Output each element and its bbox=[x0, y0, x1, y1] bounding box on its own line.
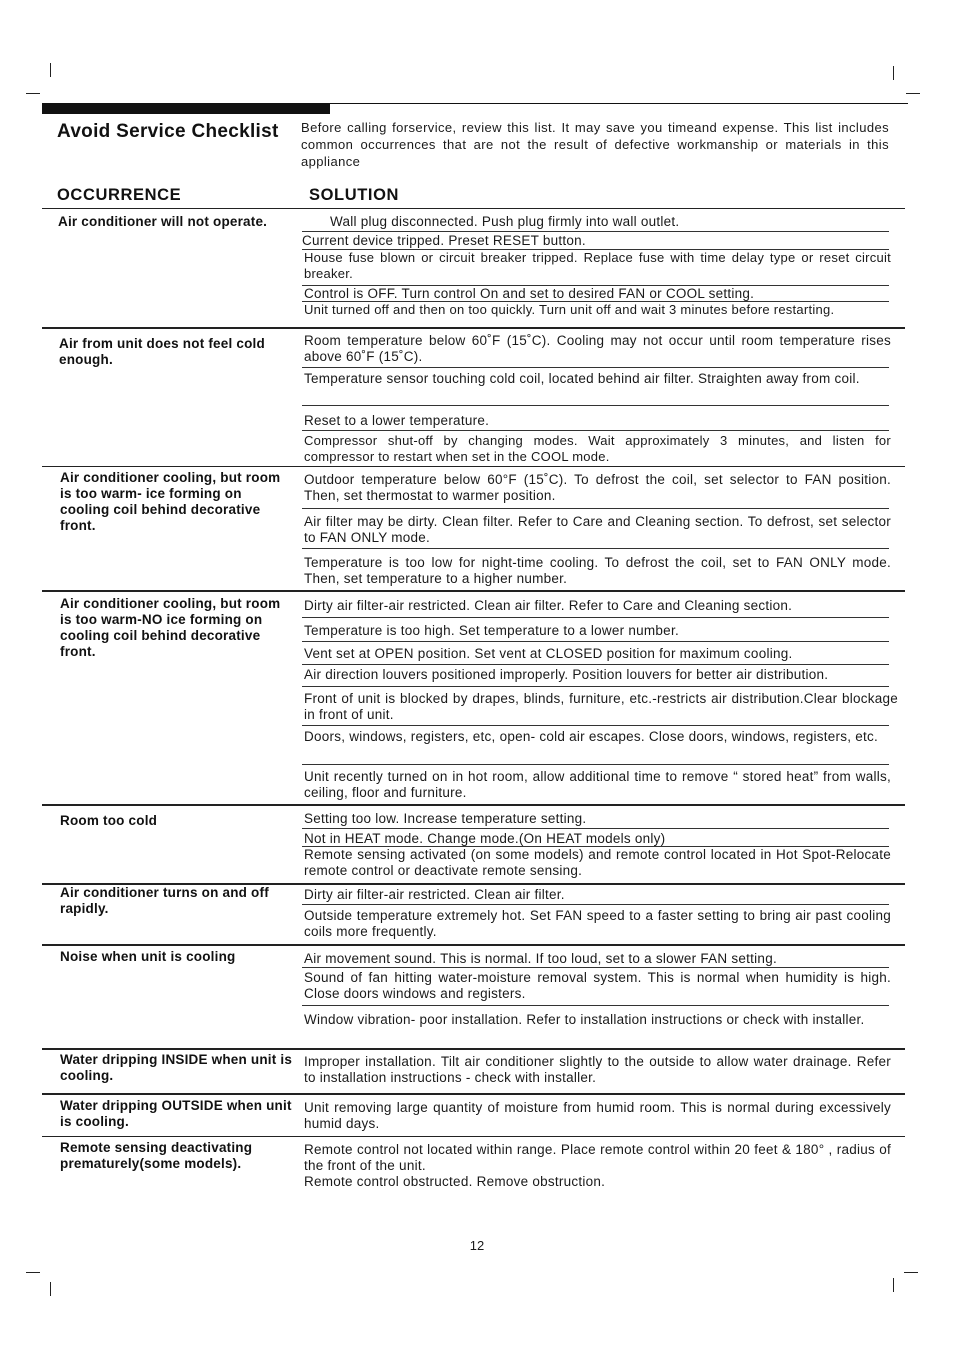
solution-item: Sound of fan hitting water-moisture removal system. This is normal when humidity is high. Close doors windows and registers. bbox=[304, 970, 891, 1001]
section-divider bbox=[42, 1136, 905, 1137]
crop-mark bbox=[50, 63, 51, 77]
solution-item: Dirty air filter-air restricted. Clean air filter. bbox=[304, 887, 565, 902]
solution-item: Reset to a lower temperature. bbox=[304, 413, 490, 428]
section-divider bbox=[42, 466, 905, 467]
crop-mark bbox=[904, 1272, 918, 1273]
solution-item: Not in HEAT mode. Change mode.(On HEAT models only) bbox=[304, 831, 666, 846]
solution-divider bbox=[302, 664, 889, 665]
page-title: Avoid Service Checklist bbox=[57, 121, 279, 142]
crop-mark bbox=[906, 93, 920, 94]
section-divider bbox=[42, 1093, 905, 1095]
solution-divider bbox=[302, 725, 889, 726]
solution-item: Unit removing large quantity of moisture from humid room. This is normal during excessively humid days. bbox=[304, 1100, 891, 1131]
occurrence-label: Water dripping INSIDE when unit is cooling. bbox=[60, 1052, 293, 1083]
crop-mark bbox=[893, 66, 894, 80]
occurrence-label: Air conditioner turns on and off rapidly. bbox=[60, 885, 269, 916]
header-divider bbox=[42, 208, 905, 209]
solution-item: Unit recently turned on in hot room, allow additional time to remove “ stored heat” from walls, ceiling, floor and furniture. bbox=[304, 769, 891, 800]
solution-item: Remote sensing activated (on some models) and remote control located in Hot Spot-Relocate remote control or deactivate remote sensing. bbox=[304, 847, 891, 878]
occurrence-label: Room too cold bbox=[60, 813, 158, 828]
header-bar bbox=[42, 103, 330, 114]
crop-mark bbox=[26, 1272, 40, 1273]
solution-divider bbox=[302, 367, 889, 368]
intro-text: Before calling forservice, review this list. It may save you timeand expense. This list includes common occurrences that are not the result of defective workmanship or materials in this appliance bbox=[301, 120, 889, 169]
crop-mark bbox=[26, 93, 40, 94]
solution-divider bbox=[302, 641, 889, 642]
occurrence-label: Remote sensing deactivating prematurely(some models). bbox=[60, 1140, 253, 1171]
solution-divider bbox=[302, 904, 889, 905]
solution-item: Air direction louvers positioned improperly. Position louvers for better air distribution. bbox=[304, 667, 829, 682]
solution-item: Vent set at OPEN position. Set vent at CLOSED position for maximum cooling. bbox=[304, 646, 793, 661]
occurrence-label: Air conditioner will not operate. bbox=[58, 214, 268, 229]
solution-divider bbox=[302, 231, 889, 232]
occurrence-label: Air from unit does not feel cold enough. bbox=[59, 336, 265, 367]
header-rule bbox=[330, 103, 908, 104]
solution-item: Doors, windows, registers, etc, open- cold air escapes. Close doors, windows, registers, etc. bbox=[304, 729, 878, 744]
crop-mark bbox=[893, 1278, 894, 1292]
solution-item: Air movement sound. This is normal. If too loud, set to a slower FAN setting. bbox=[304, 951, 777, 966]
solution-item: Unit turned off and then on too quickly. Turn unit off and wait 3 minutes before restarting. bbox=[304, 302, 835, 317]
solution-item: Setting too low. Increase temperature setting. bbox=[304, 811, 587, 826]
section-divider bbox=[42, 590, 905, 592]
occurrence-label: Air conditioner cooling, but room is too warm- ice forming on cooling coil behind decorative front. bbox=[60, 470, 281, 533]
solution-item: House fuse blown or circuit breaker tripped. Replace fuse with time delay type or reset circuit breaker. bbox=[304, 250, 891, 281]
solution-divider bbox=[302, 508, 889, 509]
crop-mark bbox=[50, 1282, 51, 1296]
solution-divider bbox=[302, 430, 889, 431]
solution-item: Remote control obstructed. Remove obstruction. bbox=[304, 1174, 606, 1189]
solution-divider bbox=[302, 1005, 889, 1006]
solution-divider bbox=[302, 548, 889, 549]
solution-item: Remote control not located within range. Place remote control within 20 feet & 180° , radius of the front of the unit. bbox=[304, 1142, 891, 1173]
section-divider bbox=[42, 944, 905, 946]
solution-divider bbox=[302, 686, 889, 687]
solution-item: Outside temperature extremely hot. Set FAN speed to a faster setting to bring air past cooling coils more frequently. bbox=[304, 908, 891, 939]
occurrence-label: Noise when unit is cooling bbox=[60, 949, 236, 964]
solution-item: Improper installation. Tilt air conditioner slightly to the outside to allow water drainage. Refer to installation instructions - check with installer. bbox=[304, 1054, 891, 1085]
solution-divider bbox=[302, 828, 889, 829]
section-divider bbox=[42, 327, 905, 329]
solution-item: Front of unit is blocked by drapes, blinds, furniture, etc.-restricts air distribution.Clear blockage in front of unit. bbox=[304, 691, 898, 722]
occurrence-label: Water dripping OUTSIDE when unit is cooling. bbox=[60, 1098, 292, 1129]
solution-item: Current device tripped. Preset RESET button. bbox=[302, 233, 586, 248]
solution-item: Temperature is too low for night-time cooling. To defrost the coil, set to FAN ONLY mode. Then, set temperature to a higher number. bbox=[304, 555, 891, 586]
section-divider bbox=[42, 804, 905, 806]
page-number: 12 bbox=[469, 1238, 485, 1253]
solution-item: Air filter may be dirty. Clean filter. Refer to Care and Cleaning section. To defrost, set selector to FAN ONLY mode. bbox=[304, 514, 891, 545]
solution-divider bbox=[302, 764, 889, 765]
occurrence-label: Air conditioner cooling, but room is too warm-NO ice forming on cooling coil behind decorative front. bbox=[60, 596, 281, 659]
solution-item: Compressor shut-off by changing modes. Wait approximately 3 minutes, and listen for compressor to restart when set in the COOL mode. bbox=[304, 433, 891, 464]
solution-item: Control is OFF. Turn control On and set to desired FAN or COOL setting. bbox=[304, 286, 755, 301]
solution-item: Room temperature below 60˚F (15˚C). Cooling may not occur until room temperature rises above 60˚F (15˚C). bbox=[304, 333, 891, 364]
solution-item: Wall plug disconnected. Push plug firmly into wall outlet. bbox=[330, 214, 680, 229]
solution-item: Dirty air filter-air restricted. Clean air filter. Refer to Care and Cleaning section. bbox=[304, 598, 793, 613]
occurrence-column-heading: OCCURRENCE bbox=[57, 186, 182, 204]
solution-divider bbox=[302, 967, 889, 968]
solution-divider bbox=[302, 617, 889, 618]
solution-column-heading: SOLUTION bbox=[309, 186, 400, 204]
solution-divider bbox=[302, 405, 889, 406]
solution-item: Outdoor temperature below 60°F (15˚C). To defrost the coil, set selector to FAN position. Then, set thermostat to warmer position. bbox=[304, 472, 891, 503]
solution-item: Temperature is too high. Set temperature to a lower number. bbox=[304, 623, 679, 638]
section-divider bbox=[42, 1048, 905, 1050]
solution-item: Temperature sensor touching cold coil, located behind air filter. Straighten away from coil. bbox=[304, 371, 860, 386]
solution-item: Window vibration- poor installation. Refer to installation instructions or check with installer. bbox=[304, 1012, 865, 1027]
